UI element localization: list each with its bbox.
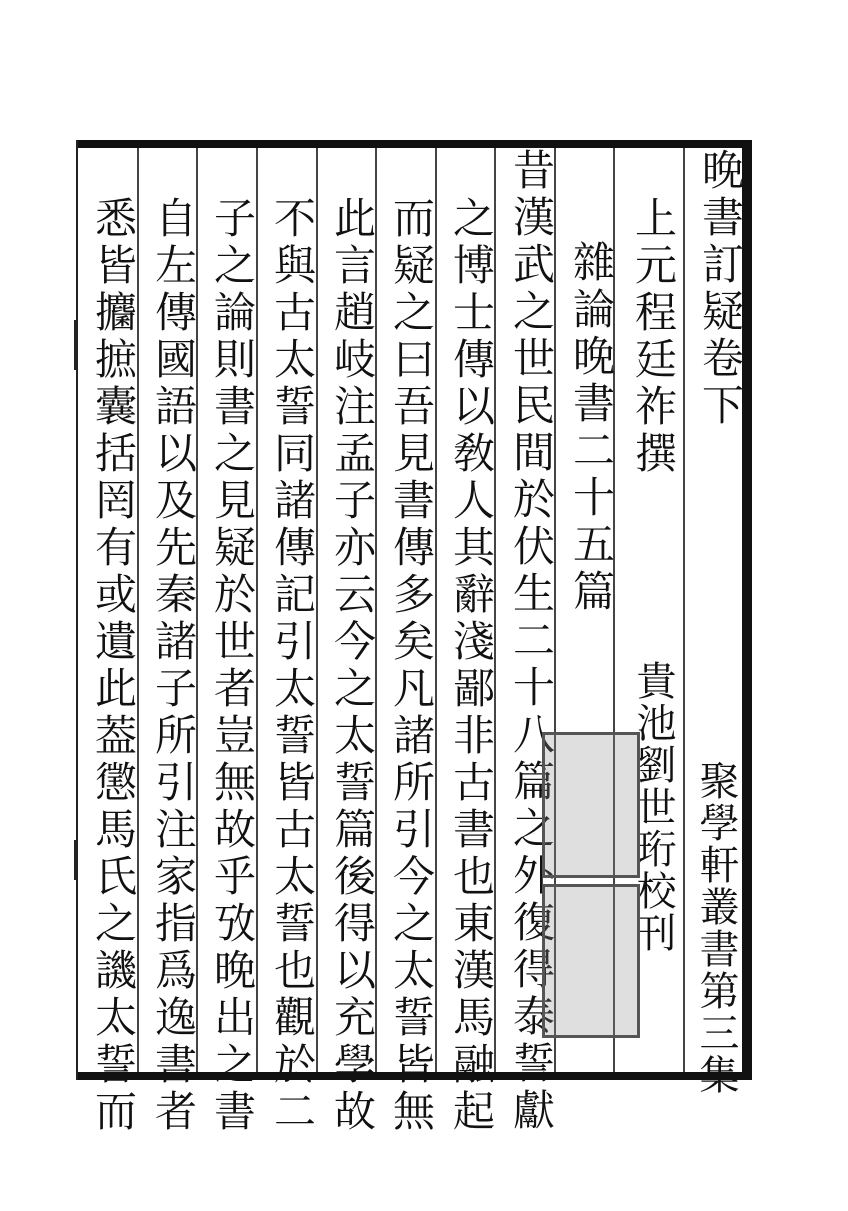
gutter-mark — [74, 320, 77, 370]
text-column-8: 悉皆攟摭囊括罔有或遺此葢懲馬氏之譏太誓而 — [89, 196, 138, 1136]
text-column-2: 之博士傳以敎人其辭淺鄙非古書也東漢馬融起 — [447, 196, 496, 1136]
volume-title: 晚書訂疑卷下 — [696, 148, 745, 430]
section-heading: 雜論晚書二十五篇 — [567, 240, 616, 616]
author-line: 上元程廷祚撰 — [629, 196, 678, 478]
seal-stamp — [542, 884, 640, 1038]
colophon-series: 聚學軒叢書第三集 — [693, 760, 739, 1096]
text-column-7: 自左傳國語以及先秦諸子所引注家指爲逸書者 — [149, 196, 198, 1136]
frame-left-border — [76, 140, 78, 1080]
column-rule — [683, 148, 685, 1072]
seal-stamp — [542, 732, 640, 878]
text-column-4: 此言趙岐注孟子亦云今之太誓篇後得以充學故 — [328, 196, 377, 1136]
text-column-1: 昔漢武之世民間於伏生二十八篇之外復得泰誓獻 — [507, 148, 556, 1135]
text-column-6: 子之論則書之見疑於世者豈無故乎攷晚出之書 — [208, 196, 257, 1136]
colophon-editor: 貴池劉世珩校刊 — [630, 660, 676, 954]
text-column-3: 而疑之曰吾見書傳多矣凡諸所引今之太誓皆無 — [387, 196, 436, 1136]
text-column-5: 不與古太誓同諸傳記引太誓皆古太誓也觀於二 — [268, 196, 317, 1136]
gutter-mark — [74, 840, 77, 880]
frame-top-border — [76, 140, 752, 148]
